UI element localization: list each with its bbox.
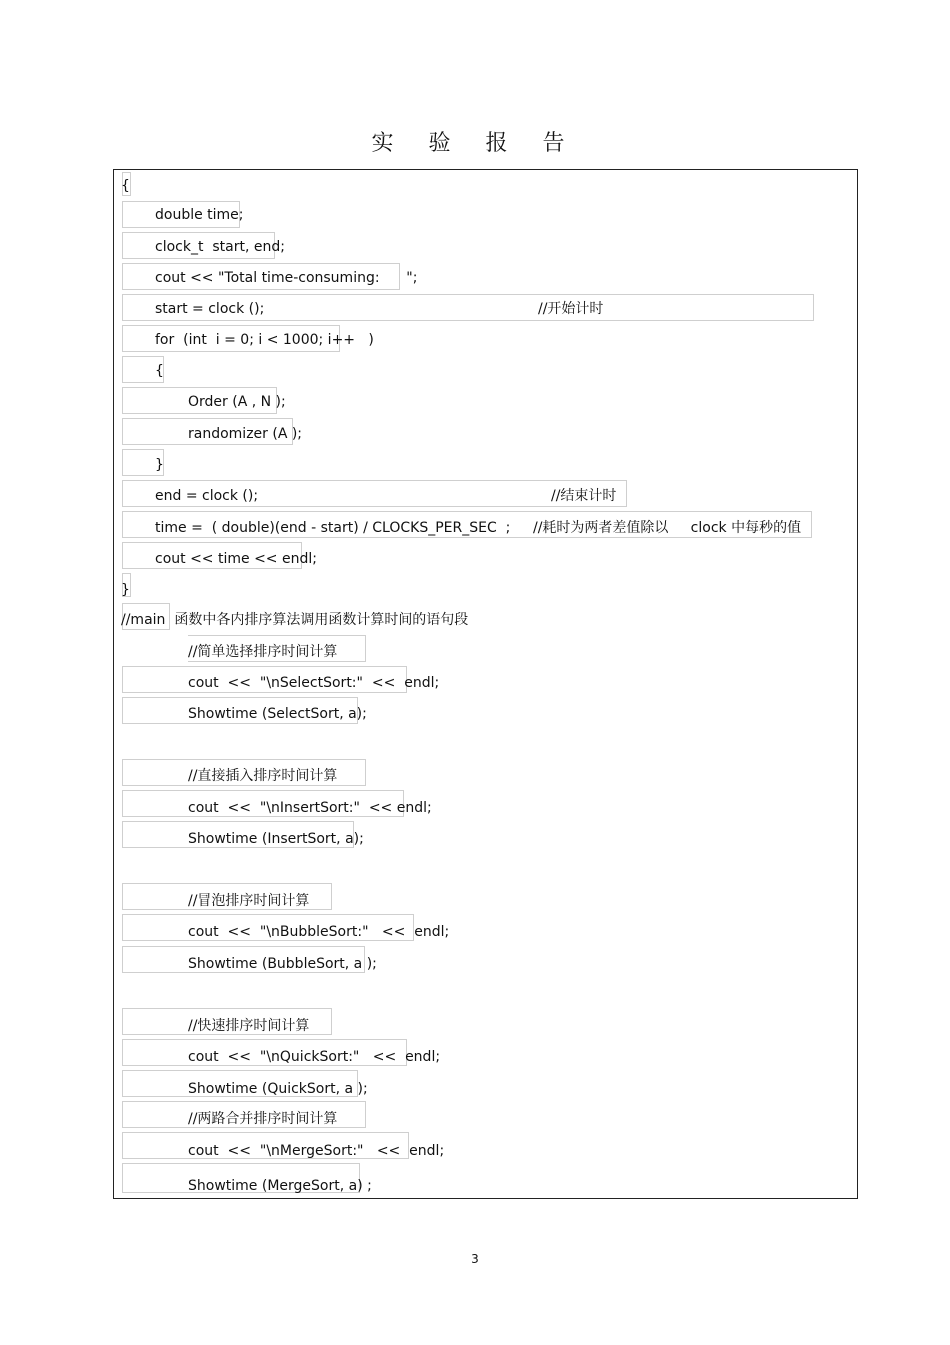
code-line: end = clock ();	[155, 488, 259, 504]
code-line: cout << "\nSelectSort:" << endl;	[188, 675, 440, 691]
code-line: cout << time << endl;	[155, 551, 317, 567]
page-title: 实 验 报 告	[371, 131, 579, 156]
code-line: {	[121, 178, 130, 194]
code-comment: //耗时为两者差值除以 clock 中每秒的值	[533, 520, 802, 536]
code-line: randomizer (A );	[188, 426, 303, 442]
code-line: Showtime (BubbleSort, a );	[188, 956, 377, 972]
code-line: Order (A , N );	[188, 394, 286, 410]
code-line: }	[121, 582, 130, 598]
code-line: Showtime (MergeSort, a) ;	[188, 1178, 372, 1194]
code-comment: //开始计时	[538, 301, 604, 317]
code-comment: //两路合并排序时间计算	[188, 1111, 338, 1127]
code-line: Showtime (SelectSort, a);	[188, 706, 367, 722]
code-line: time = ( double)(end - start) / CLOCKS_PER_SEC ;	[155, 520, 511, 536]
code-line: cout << "\nQuickSort:" << endl;	[188, 1049, 441, 1065]
code-line: cout << "\nInsertSort:" << endl;	[188, 800, 432, 816]
code-line: cout << "\nMergeSort:" << endl;	[188, 1143, 445, 1159]
code-comment: //冒泡排序时间计算	[188, 893, 310, 909]
code-comment: //简单选择排序时间计算	[188, 644, 338, 660]
code-comment: //结束计时	[551, 488, 617, 504]
code-line: clock_t start, end;	[155, 239, 285, 255]
code-comment: //快速排序时间计算	[188, 1018, 310, 1034]
code-line: double time;	[155, 207, 244, 223]
code-line: }	[155, 457, 164, 473]
code-comment: //main 函数中各内排序算法调用函数计算时间的语句段	[121, 612, 469, 628]
code-comment: //直接插入排序时间计算	[188, 768, 338, 784]
code-line: cout << "\nBubbleSort:" << endl;	[188, 924, 450, 940]
page-number: 3	[471, 1252, 479, 1266]
code-line: cout << "Total time-consuming: ";	[155, 270, 418, 286]
code-line: start = clock ();	[155, 301, 265, 317]
code-line: Showtime (QuickSort, a );	[188, 1081, 368, 1097]
code-line: {	[155, 363, 164, 379]
code-line: for (int i = 0; i < 1000; i++ )	[155, 332, 374, 348]
code-line: Showtime (InsertSort, a);	[188, 831, 364, 847]
